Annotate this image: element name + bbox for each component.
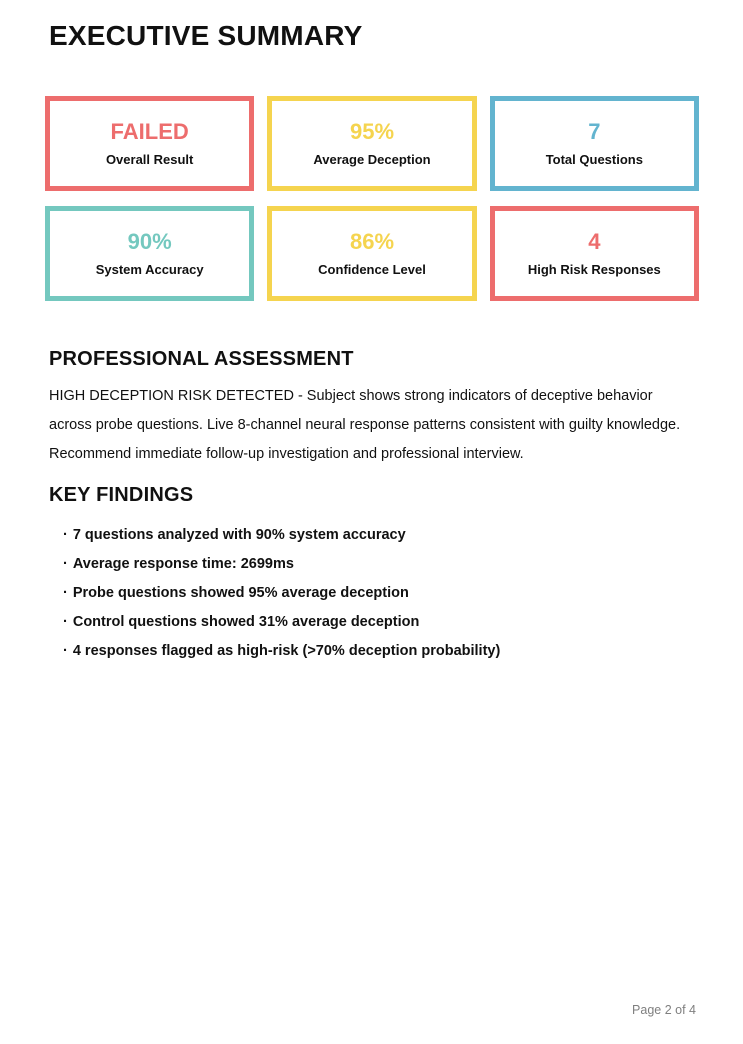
assessment-body-text: HIGH DECEPTION RISK DETECTED - Subject shows strong indicators of deceptive behavior across probe questions. Live 8-channel neural response patterns consistent with guilty knowledge. Recommend immediate follow-up investigation and professional interview. [49,388,681,462]
metric-value: 7 [588,119,601,144]
finding-item [63,527,699,543]
finding-text: 7 questions analyzed with 90% system accuracy [72,527,406,543]
page-number: Page 2 of 4 [632,1003,696,1017]
metric-label: Total Questions [545,152,643,167]
page-title: EXECUTIVE SUMMARY [49,20,363,51]
metric-label: High Risk Responses [527,262,661,277]
metric-card-confidence-level [267,206,476,301]
findings-section-heading: KEY FINDINGS [49,484,194,506]
metric-value: 86% [349,229,395,254]
bullet-icon: · [63,643,68,659]
finding-item [63,585,699,601]
metric-card-grid [45,96,699,301]
metric-card-overall-result [45,96,254,191]
finding-text: Average response time: 2699ms [72,556,294,572]
finding-text: Control questions showed 31% average deception [72,614,420,630]
bullet-icon: · [63,527,68,543]
bullet-icon: · [63,614,68,630]
metric-card-average-deception [267,96,476,191]
metric-label: Average Deception [313,152,431,167]
assessment-section-heading: PROFESSIONAL ASSESSMENT [49,348,354,370]
metric-value: 95% [349,119,395,144]
metric-card-system-accuracy [45,206,254,301]
finding-item [63,614,699,630]
metric-card-total-questions [490,96,699,191]
metric-label: Overall Result [105,152,194,167]
bullet-icon: · [63,585,68,601]
finding-item [63,643,699,659]
metric-card-high-risk-responses [490,206,699,301]
report-page [45,20,699,672]
findings-list [63,527,699,659]
metric-label: Confidence Level [318,262,426,277]
metric-value: 4 [588,229,601,254]
finding-item [63,556,699,572]
metric-label: System Accuracy [95,262,204,277]
bullet-icon: · [63,556,68,572]
finding-text: 4 responses flagged as high-risk (>70% deception probability) [72,643,501,659]
metric-value: FAILED [110,119,189,144]
finding-text: Probe questions showed 95% average deception [72,585,409,601]
metric-value: 90% [127,229,172,254]
